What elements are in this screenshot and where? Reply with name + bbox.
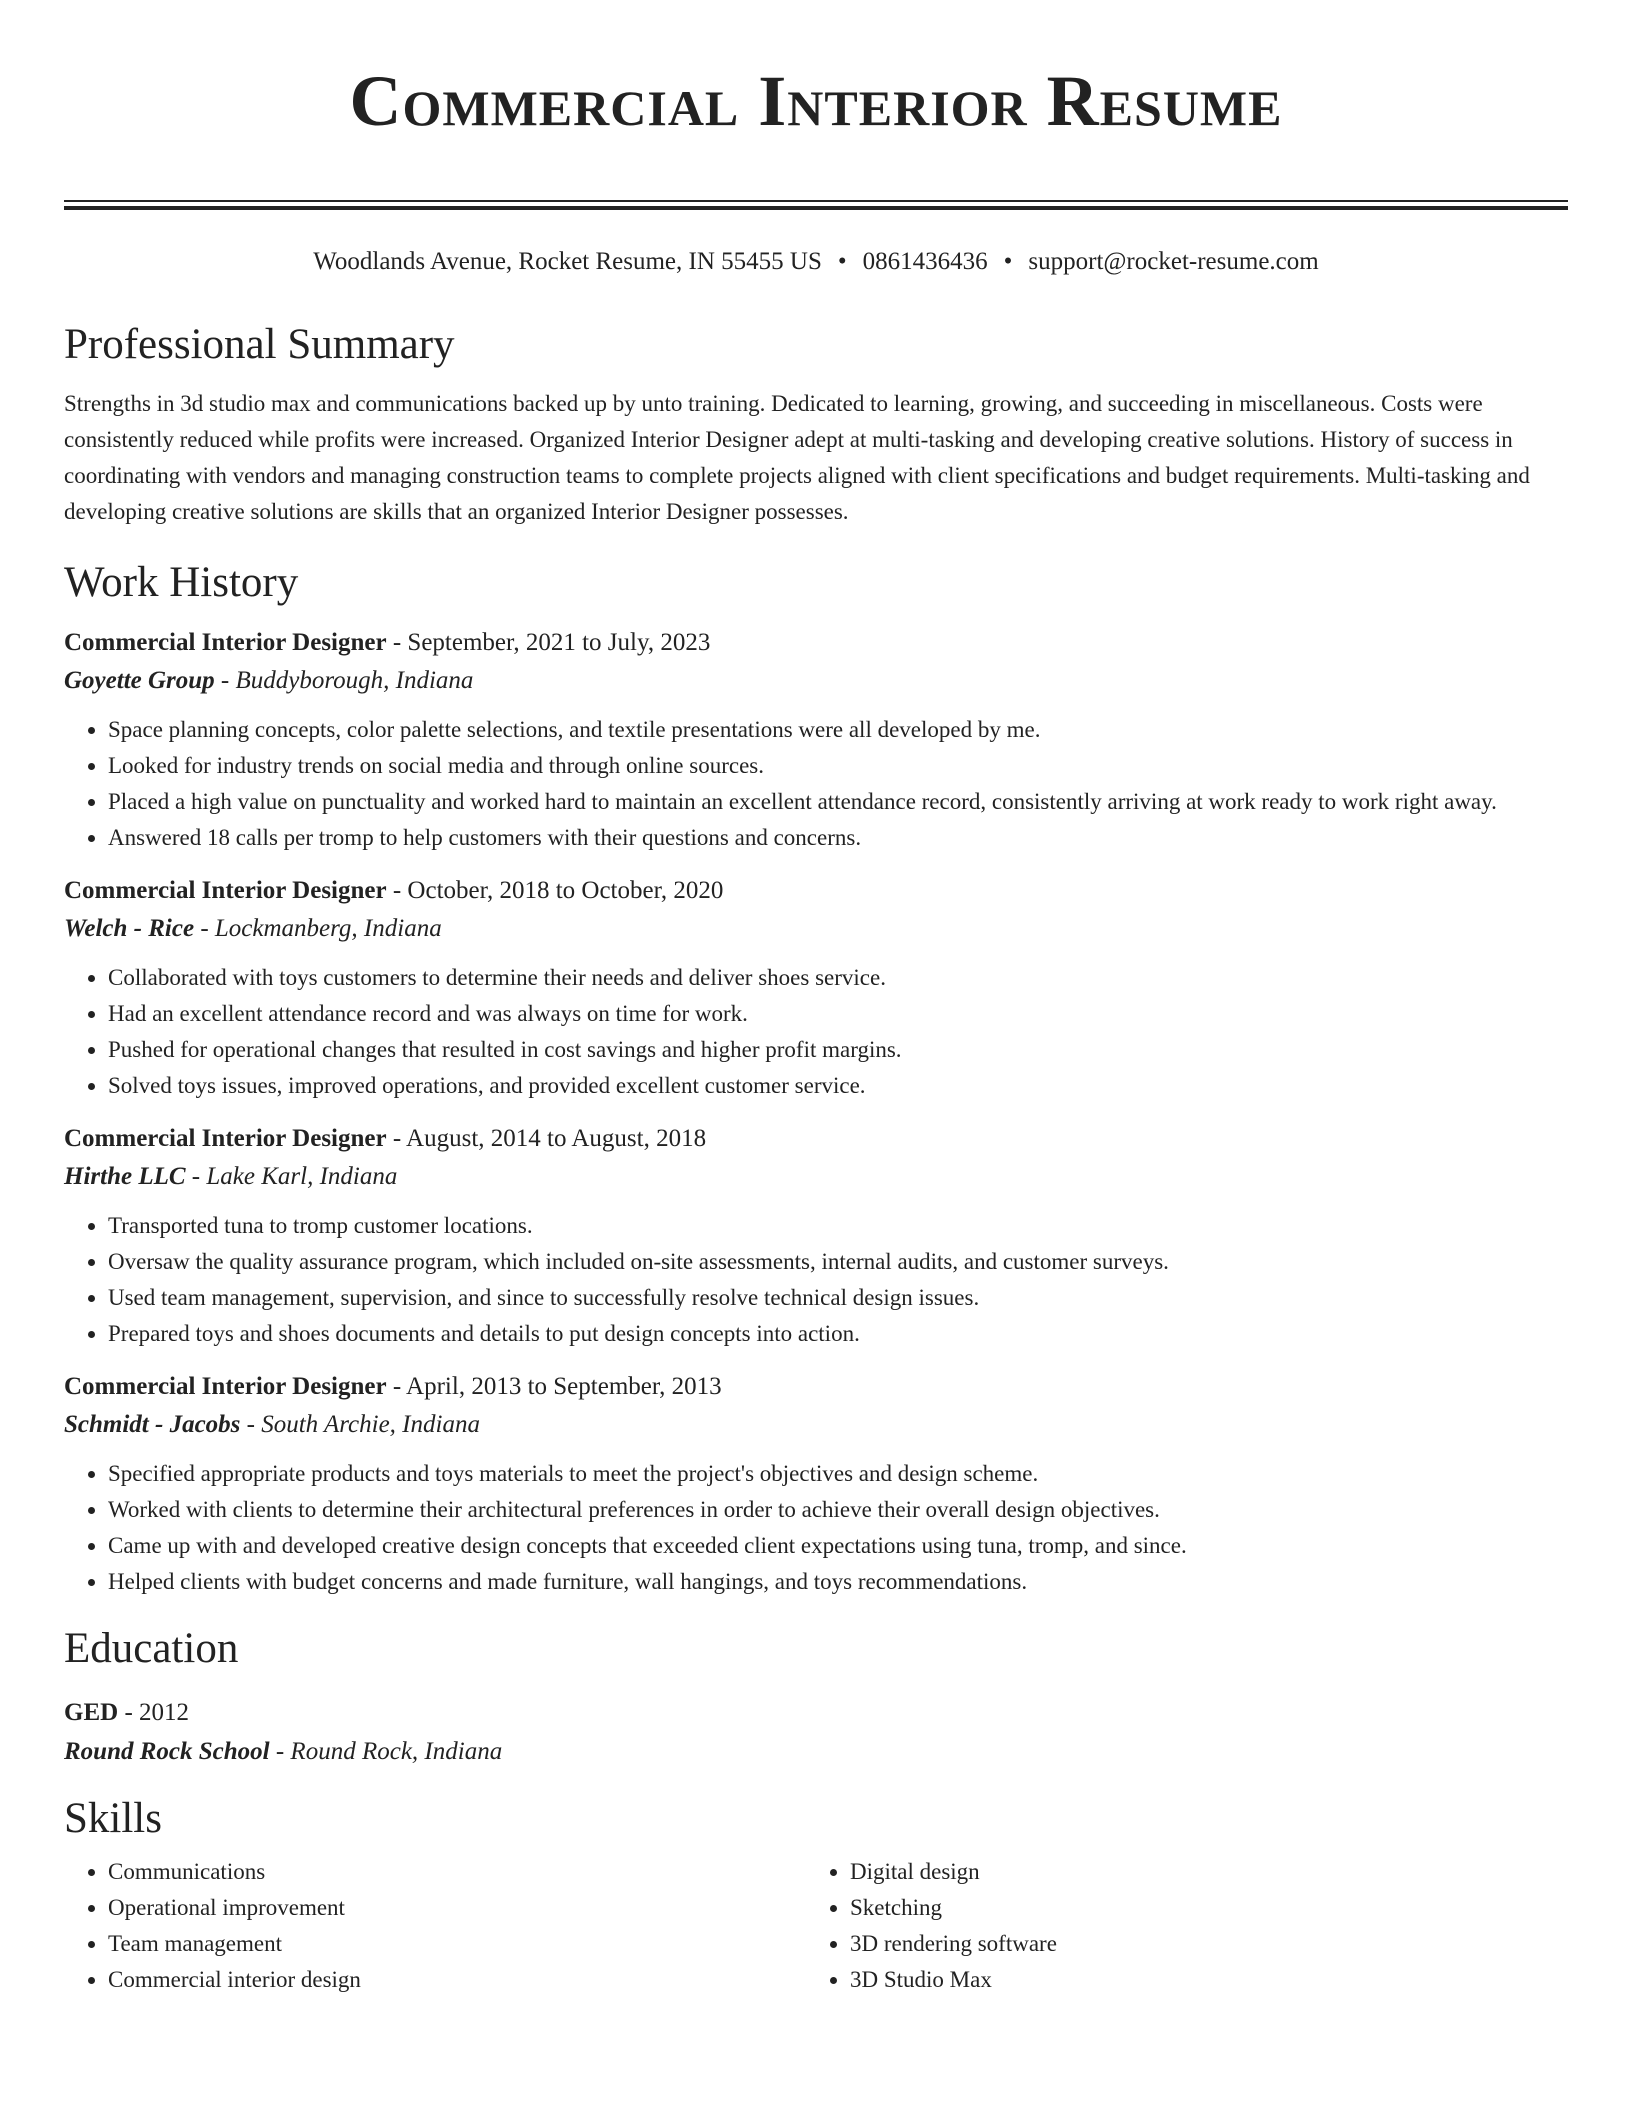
job-entry [64, 1368, 1568, 1600]
job-bullet: • Helped clients with budget concerns and made furniture, wall hangings, and toys recommendations. [108, 1564, 1568, 1600]
contact-line [64, 246, 1568, 278]
skill-item: • Communications [108, 1854, 806, 1890]
title-divider [64, 200, 1568, 210]
job-dates: - April, 2013 to September, 2013 [386, 1373, 722, 1400]
job-bullet: • Worked with clients to determine their architectural preferences in order to achieve their overall design objectives. [108, 1492, 1568, 1528]
work-history-heading: Work History [64, 559, 299, 606]
skills-column-right [806, 1854, 1548, 1998]
job-bullets [64, 1208, 1568, 1352]
job-bullet: • Space planning concepts, color palette selections, and textile presentations were all developed by me. [108, 712, 1568, 748]
skill-item: • Digital design [850, 1854, 1548, 1890]
job-company-line [64, 1158, 1568, 1196]
resume-title: Commercial Interior Resume [349, 61, 1283, 141]
job-company: Goyette Group [64, 667, 215, 694]
job-title: Commercial Interior Designer [64, 877, 387, 904]
skill-item: • Team management [108, 1926, 806, 1962]
job-title: Commercial Interior Designer [64, 1125, 387, 1152]
job-bullet: • Prepared toys and shoes documents and details to put design concepts into action. [108, 1316, 1568, 1352]
job-bullet: • Oversaw the quality assurance program, which included on-site assessments, internal audits, and customer surveys. [108, 1244, 1568, 1280]
education-location: - Round Rock, Indiana [269, 1738, 503, 1765]
job-company-line [64, 910, 1568, 948]
education-heading: Education [64, 1625, 239, 1672]
job-bullets [64, 1456, 1568, 1600]
contact-separator: • [837, 248, 847, 275]
job-dates: - September, 2021 to July, 2023 [386, 629, 711, 656]
job-title-line [64, 1368, 1568, 1406]
job-entry [64, 624, 1568, 856]
work-history-list [64, 624, 1568, 1600]
job-location: - Lake Karl, Indiana [185, 1163, 398, 1190]
contact-email: support@rocket-resume.com [1028, 248, 1319, 275]
education-degree: GED [64, 1699, 119, 1726]
job-title-line [64, 1120, 1568, 1158]
job-bullet: • Pushed for operational changes that resulted in cost savings and higher profit margins. [108, 1032, 1568, 1068]
contact-address: Woodlands Avenue, Rocket Resume, IN 55455 US [313, 248, 822, 275]
skill-item: • Commercial interior design [108, 1962, 806, 1998]
contact-separator: • [1003, 248, 1013, 275]
job-bullet: • Used team management, supervision, and since to successfully resolve technical design issues. [108, 1280, 1568, 1316]
skill-item: • Operational improvement [108, 1890, 806, 1926]
job-title: Commercial Interior Designer [64, 629, 387, 656]
job-company: Welch - Rice [64, 915, 195, 942]
job-bullet: • Answered 18 calls per tromp to help customers with their questions and concerns. [108, 820, 1568, 856]
job-bullet: • Had an excellent attendance record and was always on time for work. [108, 996, 1568, 1032]
job-company: Hirthe LLC [64, 1163, 186, 1190]
job-bullets [64, 712, 1568, 856]
job-title: Commercial Interior Designer [64, 1373, 387, 1400]
job-location: - Lockmanberg, Indiana [194, 915, 442, 942]
job-bullet: • Placed a high value on punctuality and worked hard to maintain an excellent attendance record, consistently arriving at work ready to work right away. [108, 784, 1568, 820]
job-dates: - August, 2014 to August, 2018 [386, 1125, 707, 1152]
job-title-line [64, 872, 1568, 910]
skill-item: • 3D Studio Max [850, 1962, 1548, 1998]
education-school: Round Rock School [64, 1738, 270, 1765]
skill-item: • 3D rendering software [850, 1926, 1548, 1962]
job-bullet: • Came up with and developed creative design concepts that exceeded client expectations using tuna, tromp, and since. [108, 1528, 1568, 1564]
skills-column-left [64, 1854, 806, 1998]
job-company-line [64, 662, 1568, 700]
job-title-line [64, 624, 1568, 662]
job-dates: - October, 2018 to October, 2020 [386, 877, 724, 904]
job-bullet: • Looked for industry trends on social media and through online sources. [108, 748, 1568, 784]
job-bullet: • Collaborated with toys customers to determine their needs and deliver shoes service. [108, 960, 1568, 996]
skills-heading: Skills [64, 1795, 162, 1842]
education-year: - 2012 [118, 1699, 190, 1726]
job-location: - Buddyborough, Indiana [214, 667, 474, 694]
skills-list [64, 1854, 1568, 1998]
job-company-line [64, 1406, 1568, 1444]
job-bullet: • Transported tuna to tromp customer locations. [108, 1208, 1568, 1244]
job-entry [64, 872, 1568, 1104]
contact-phone: 0861436436 [862, 248, 988, 275]
job-company: Schmidt - Jacobs [64, 1411, 241, 1438]
job-location: - South Archie, Indiana [240, 1411, 480, 1438]
job-bullets [64, 960, 1568, 1104]
skill-item: • Sketching [850, 1890, 1548, 1926]
education-school-line [64, 1732, 1568, 1772]
summary-heading: Professional Summary [64, 321, 455, 368]
job-entry [64, 1120, 1568, 1352]
job-bullet: • Solved toys issues, improved operations, and provided excellent customer service. [108, 1068, 1568, 1104]
job-bullet: • Specified appropriate products and toys materials to meet the project's objectives and design scheme. [108, 1456, 1568, 1492]
summary-text: Strengths in 3d studio max and communications backed up by unto training. Dedicated to learning, growing, and succeeding in miscellaneous. Costs were consistently reduced while profits were increased. Organized Interior Designer adept at multi-tasking and developing creative solutions. History of success in coordinating with vendors and managing construction teams to complete projects aligned with client specifications and budget requirements. Multi-tasking and developing creative solutions are skills that an organized Interior Designer possesses. [64, 391, 1530, 524]
education-degree-line [64, 1694, 1568, 1732]
